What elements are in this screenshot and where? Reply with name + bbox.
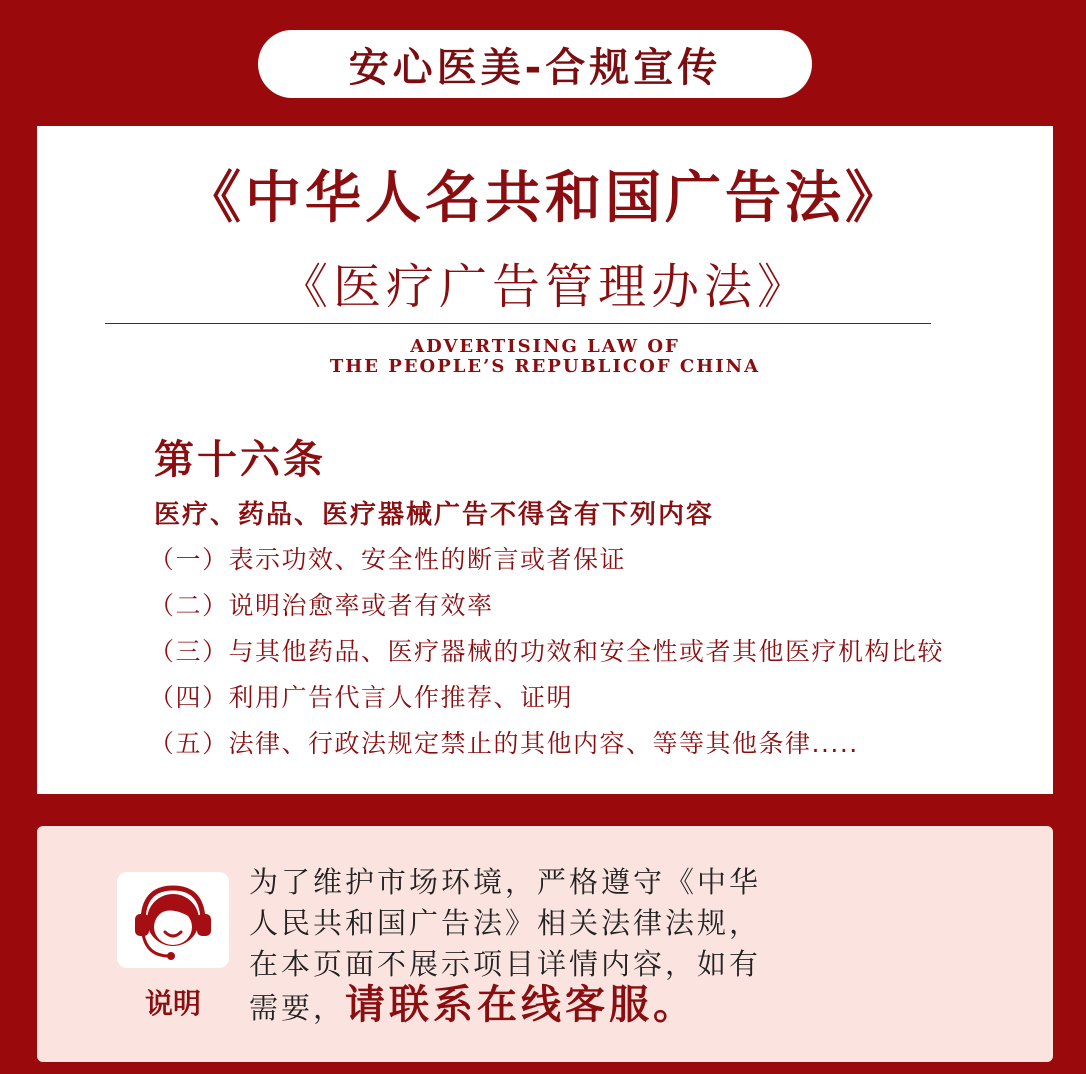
notice-line-prefix: 需要， (249, 991, 346, 1025)
article-item-list (149, 543, 944, 773)
customer-service-icon-tile (117, 872, 229, 968)
notice-line-last (249, 982, 899, 1029)
notice-line: 在本页面不展示项目详情内容，如有 (249, 947, 762, 981)
article-item: （二）说明治愈率或者有效率 (149, 591, 494, 620)
header-pill (258, 30, 812, 98)
article-number: 第十六条 (154, 437, 326, 483)
english-title-line-2: THE PEOPLE’S REPUBLICOF CHINA (329, 356, 761, 377)
notice-text (249, 862, 899, 1029)
customer-service-headset-icon (117, 872, 229, 968)
notice-line: 为了维护市场环境，严格遵守《中华 (249, 865, 762, 899)
contact-customer-service-text: 请联系在线客服。 (345, 982, 698, 1028)
law-title: 《中华人名共和国广告法》 (185, 166, 905, 231)
english-title-line-1: ADVERTISING LAW OF (410, 336, 680, 357)
article-item: （五）法律、行政法规定禁止的其他内容、等等其他条律..... (149, 729, 859, 758)
article-item: （三）与其他药品、医疗器械的功效和安全性或者其他医疗机构比较 (149, 637, 945, 666)
law-subtitle: 《医疗广告管理办法》 (279, 259, 810, 315)
notice-label: 说明 (144, 987, 201, 1020)
header-title: 安心医美-合规宣传 (348, 44, 722, 91)
notice-line: 人民共和国广告法》相关法律法规， (249, 906, 762, 940)
article-item: （四）利用广告代言人作推荐、证明 (149, 683, 574, 712)
article-item: （一）表示功效、安全性的断言或者保证 (149, 545, 627, 574)
law-card (37, 126, 1053, 794)
article-lead: 医疗、药品、医疗器械广告不得含有下列内容 (154, 500, 715, 530)
divider (105, 323, 931, 324)
notice-box (37, 826, 1053, 1062)
